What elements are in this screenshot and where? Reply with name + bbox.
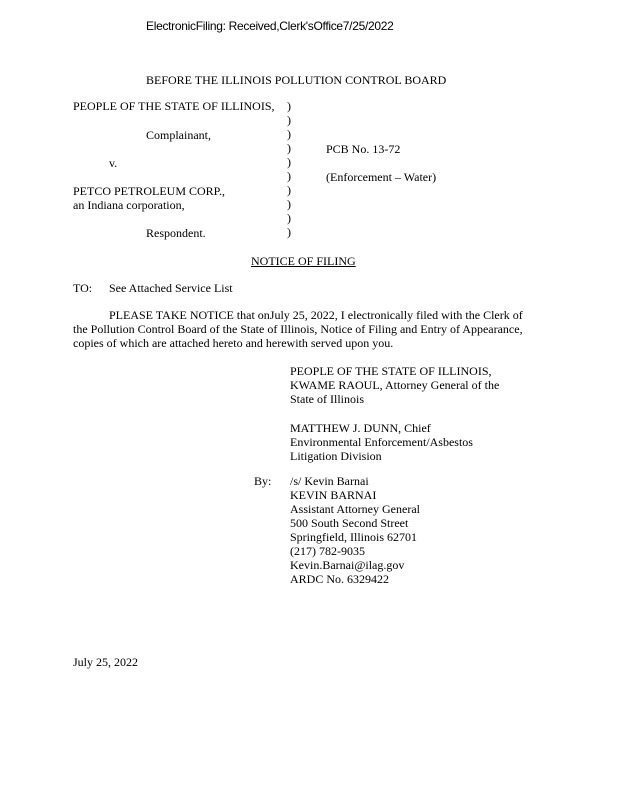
signer-line: KEVIN BARNAI: [290, 488, 377, 502]
caption-paren: ): [287, 225, 291, 239]
signer-line: (217) 782-9035: [290, 544, 365, 558]
caption-paren: ): [287, 141, 291, 155]
caption-paren: ): [287, 183, 291, 197]
chief-line: MATTHEW J. DUNN, Chief: [290, 421, 431, 435]
party-block: [290, 364, 530, 406]
party-line: KWAME RAOUL, Attorney General of the: [290, 378, 500, 392]
by-label: By:: [254, 474, 272, 488]
party-line: State of Illinois: [290, 392, 364, 406]
to-value: See Attached Service List: [109, 281, 233, 295]
caption-paren: ): [287, 155, 291, 169]
defendant-role: Respondent.: [146, 226, 206, 240]
board-title: BEFORE THE ILLINOIS POLLUTION CONTROL BOARD: [146, 73, 447, 87]
caption-paren: ): [287, 169, 291, 183]
chief-line: Environmental Enforcement/Asbestos: [290, 435, 473, 449]
notice-body: PLEASE TAKE NOTICE that onJuly 25, 2022, I electronically filed with the Clerk of the Pollution Control Board of the State of Illinois, Notice of Filing and Entry of Appearance, copies of which are attached hereto and herewith served upon you.: [73, 308, 523, 350]
chief-line: Litigation Division: [290, 449, 382, 463]
caption-paren: ): [287, 127, 291, 141]
filing-stamp: ElectronicFiling: Received,Clerk'sOffice7/25/2022: [146, 19, 394, 33]
signer-line: Assistant Attorney General: [290, 502, 420, 516]
chief-block: [290, 421, 530, 463]
case-type: (Enforcement – Water): [326, 170, 437, 184]
versus-label: v.: [109, 156, 118, 170]
plaintiff-role: Complainant,: [146, 128, 211, 142]
defendant-name: PETCO PETROLEUM CORP.,: [73, 184, 226, 198]
signer-line: ARDC No. 6329422: [290, 572, 390, 586]
case-number: PCB No. 13-72: [326, 142, 401, 156]
signer-line: Kevin.Barnai@ilag.gov: [290, 558, 405, 572]
signer-line: Springfield, Illinois 62701: [290, 530, 417, 544]
plaintiff-name: PEOPLE OF THE STATE OF ILLINOIS,: [73, 99, 275, 113]
caption-paren: ): [287, 99, 291, 113]
caption-paren: ): [287, 197, 291, 211]
signer-line: /s/ Kevin Barnai: [290, 474, 369, 488]
defendant-description: an Indiana corporation,: [73, 198, 185, 212]
to-label: TO:: [73, 281, 93, 295]
notice-title: NOTICE OF FILING: [251, 254, 356, 268]
caption-paren: ): [287, 211, 291, 225]
signer-line: 500 South Second Street: [290, 516, 409, 530]
filing-date: July 25, 2022: [73, 655, 139, 669]
party-line: PEOPLE OF THE STATE OF ILLINOIS,: [290, 364, 492, 378]
signer-block: [290, 474, 530, 586]
caption-paren: ): [287, 113, 291, 127]
